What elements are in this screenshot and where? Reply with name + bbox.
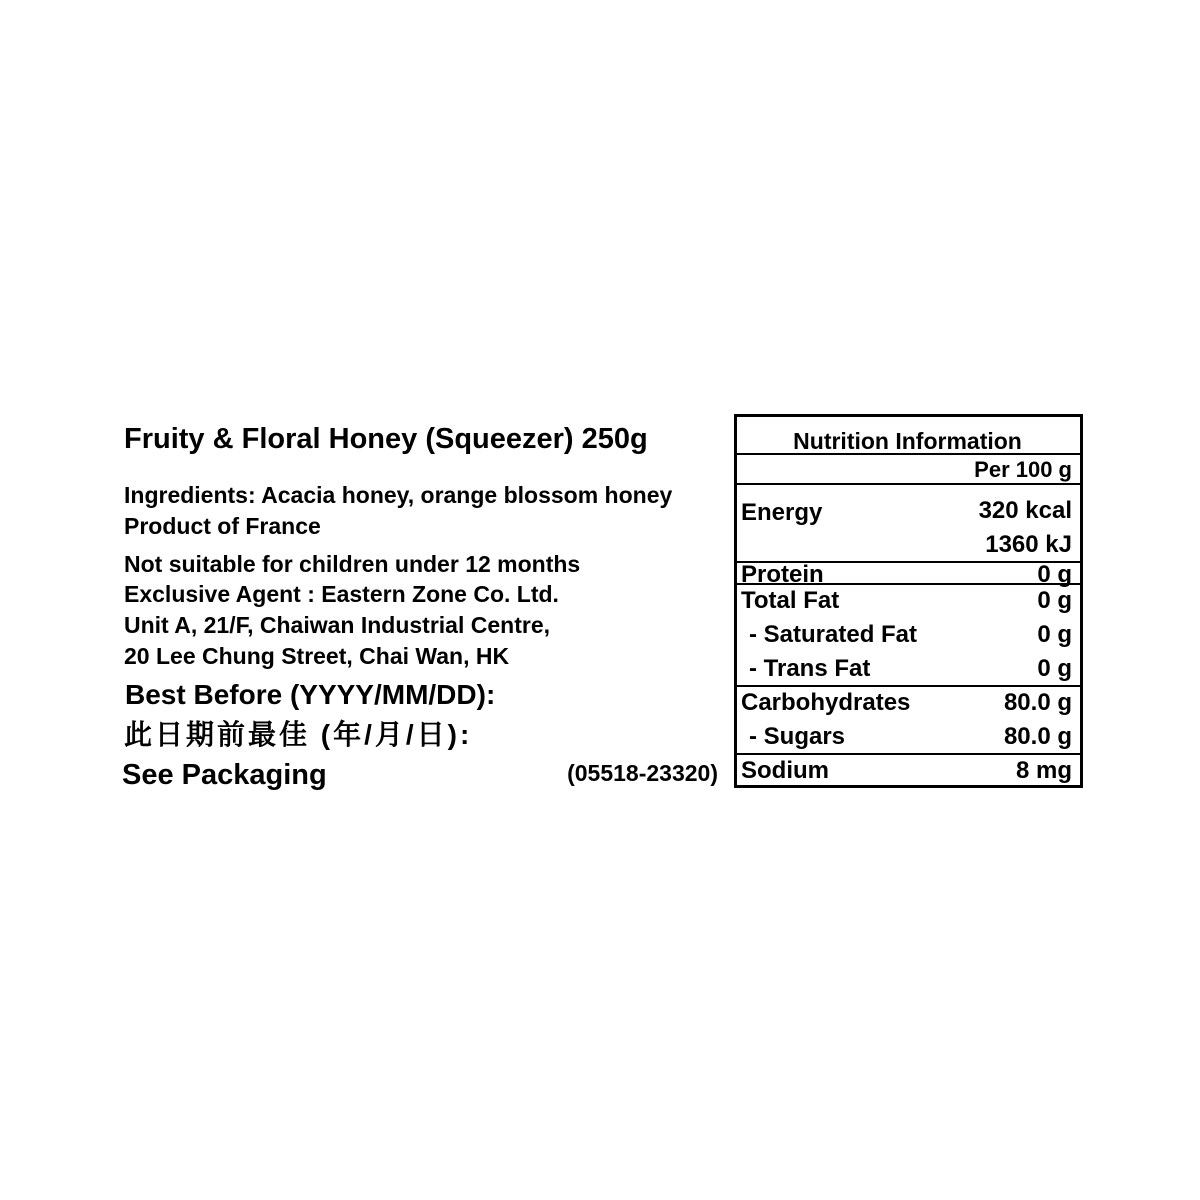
nutrient-name: - Sugars <box>749 723 846 750</box>
nutrition-row-protein <box>737 561 1080 588</box>
best-before-en: Best Before (YYYY/MM/DD): <box>125 679 496 710</box>
best-before-zh: 此日期前最佳 (年/月/日): <box>124 719 473 750</box>
see-packaging-text: See Packaging <box>122 759 327 791</box>
nutrient-value: 80.0 g <box>1003 689 1072 716</box>
energy-kcal-value: 320 kcal <box>978 497 1072 524</box>
nutrient-value: 0 g <box>1037 655 1072 682</box>
nutrition-row-carbohydrates <box>737 689 1080 721</box>
nutrient-name: Protein <box>741 561 824 588</box>
nutrient-name: - Saturated Fat <box>749 621 918 648</box>
energy-label: Energy <box>741 499 823 526</box>
product-info <box>124 425 724 795</box>
nutrient-value: 8 mg <box>1015 757 1072 784</box>
agent-text: Exclusive Agent : Eastern Zone Co. Ltd. <box>124 581 559 607</box>
nutrient-name: Sodium <box>741 757 829 784</box>
nutrition-table <box>734 414 1083 788</box>
origin-text: Product of France <box>124 513 321 539</box>
ingredients-text: Ingredients: Acacia honey, orange blossom honey <box>124 482 673 508</box>
product-code: (05518-23320) <box>567 760 718 786</box>
nutrition-row-energy <box>737 485 1080 563</box>
warning-text: Not suitable for children under 12 months <box>124 551 581 577</box>
nutrition-row-trans-fat <box>737 655 1080 687</box>
energy-kj-value: 1360 kJ <box>985 531 1072 558</box>
nutrient-value: 0 g <box>1037 561 1072 588</box>
nutrition-row-total-fat <box>737 587 1080 619</box>
nutrition-row-sugars <box>737 723 1080 755</box>
product-title: Fruity & Floral Honey (Squeezer) 250g <box>124 423 648 455</box>
nutrient-value: 80.0 g <box>1003 723 1072 750</box>
nutrient-name: - Trans Fat <box>749 655 871 682</box>
nutrient-name: Total Fat <box>741 587 840 614</box>
address-line-1: Unit A, 21/F, Chaiwan Industrial Centre, <box>124 612 550 638</box>
nutrient-value: 0 g <box>1037 621 1072 648</box>
nutrient-name: Carbohydrates <box>741 689 911 716</box>
nutrition-row-sodium <box>737 757 1080 785</box>
nutrition-row-saturated-fat <box>737 621 1080 653</box>
nutrition-heading: Nutrition Information <box>737 417 1080 455</box>
nutrient-value: 0 g <box>1037 587 1072 614</box>
address-line-2: 20 Lee Chung Street, Chai Wan, HK <box>124 643 510 669</box>
nutrition-per-unit: Per 100 g <box>737 455 1080 485</box>
